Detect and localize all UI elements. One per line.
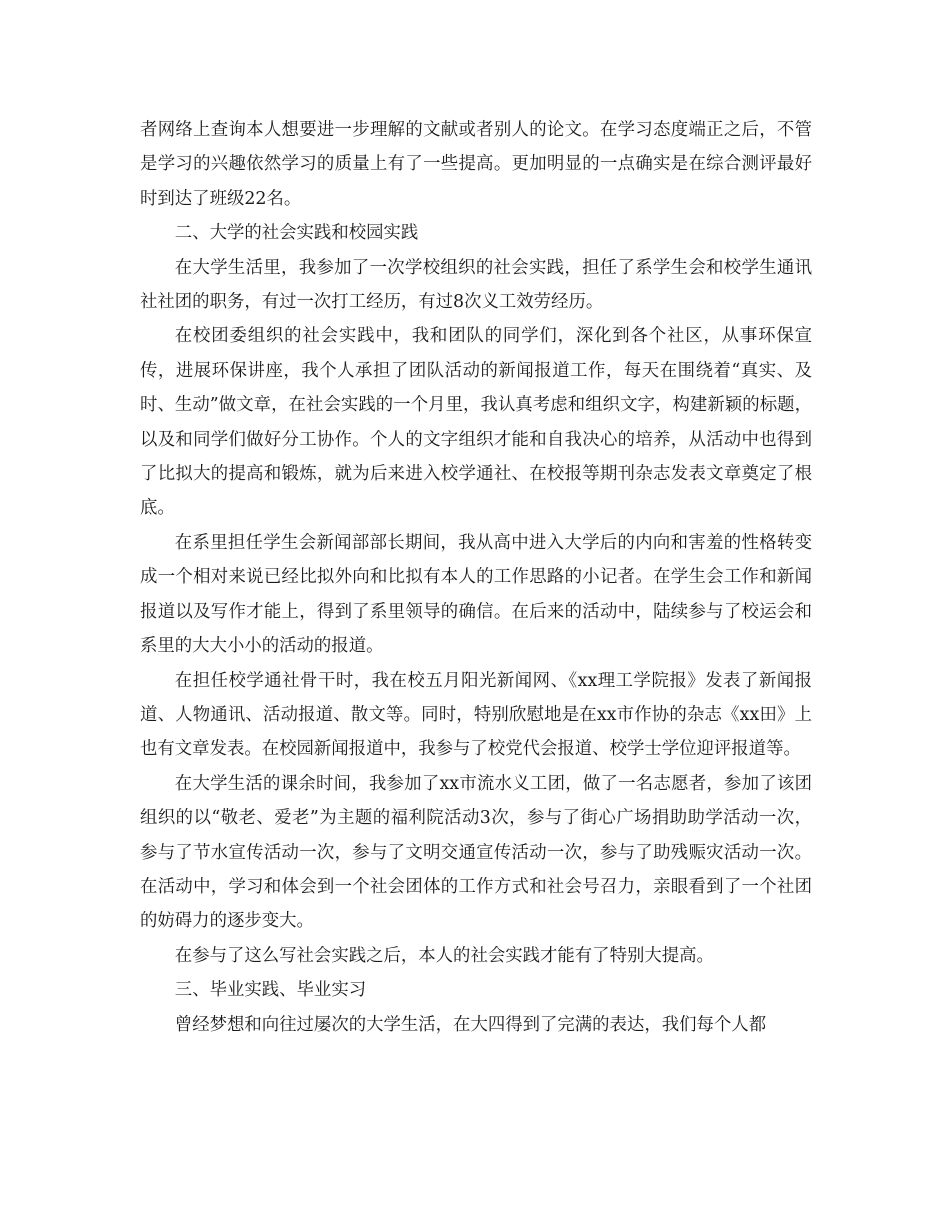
paragraph-graduation-intro: 曾经梦想和向往过屡次的大学生活，在大四得到了完满的表达，我们每个人都: [174, 1014, 767, 1035]
paragraph-practice-conclusion: 在参与了这么写社会实践之后，本人的社会实践才能有了特别大提高。: [174, 945, 714, 966]
section-heading-social-practice: 二、大学的社会实践和校园实践: [174, 223, 419, 244]
paragraph-social-practice-summary: 在大学生活里，我参加了一次学校组织的社会实践，担任了系学生会和校学生通讯社社团的职务，有过一次打工经历，有过8次义工效劳经历。: [140, 257, 812, 313]
paragraph-news-agency: 在担任校学通社骨干时，我在校五月阳光新闻网、《xx理工学院报》发表了新闻报道、人物通讯、活动报道、散文等。同时，特别欣慰地是在xx市作协的杂志《xx田》上也有文章发表。在校园新闻报道中，我参与了校党代会报道、校学士学位迎评报道等。: [140, 670, 812, 760]
paragraph-continuation: 者网络上查询本人想要进一步理解的文献或者别人的论文。在学习态度端正之后，不管是学习的兴趣依然学习的质量上有了一些提高。更加明显的一点确实是在综合测评最好时到达了班级22名。: [140, 120, 812, 209]
document-body: [140, 113, 812, 1042]
paragraph-league-committee-practice: 在校团委组织的社会实践中，我和团队的同学们，深化到各个社区，从事环保宣传，进展环保讲座，我个人承担了团队活动的新闻报道工作，每天在围绕着“真实、及时、生动”做文章，在社会实践的一个月里，我认真考虑和组织文字，构建新颖的标题，以及和同学们做好分工协作。个人的文字组织才能和自我决心的培养，从活动中也得到了比拟大的提高和锻炼，就为后来进入校学通社、在校报等期刊杂志发表文章奠定了根底。: [140, 326, 812, 519]
section-heading-graduation-practice: 三、毕业实践、毕业实习: [174, 980, 367, 1001]
paragraph-volunteer: 在大学生活的课余时间，我参加了xx市流水义工团，做了一名志愿者，参加了该团组织的以“敬老、爱老”为主题的福利院活动3次，参与了街心广场捐助助学活动一次，参与了节水宣传活动一次，参与了文明交通宣传活动一次，参与了助残赈灾活动一次。在活动中，学习和体会到一个社会团体的工作方式和社会号召力，亲眼看到了一个社团的妨碍力的逐步变大。: [140, 773, 812, 932]
paragraph-news-department: 在系里担任学生会新闻部部长期间，我从高中进入大学后的内向和害羞的性格转变成一个相对来说已经比拟外向和比拟有本人的工作思路的小记者。在学生会工作和新闻报道以及写作才能上，得到了系里领导的确信。在后来的活动中，陆续参与了校运会和系里的大大小小的活动的报道。: [140, 532, 812, 657]
